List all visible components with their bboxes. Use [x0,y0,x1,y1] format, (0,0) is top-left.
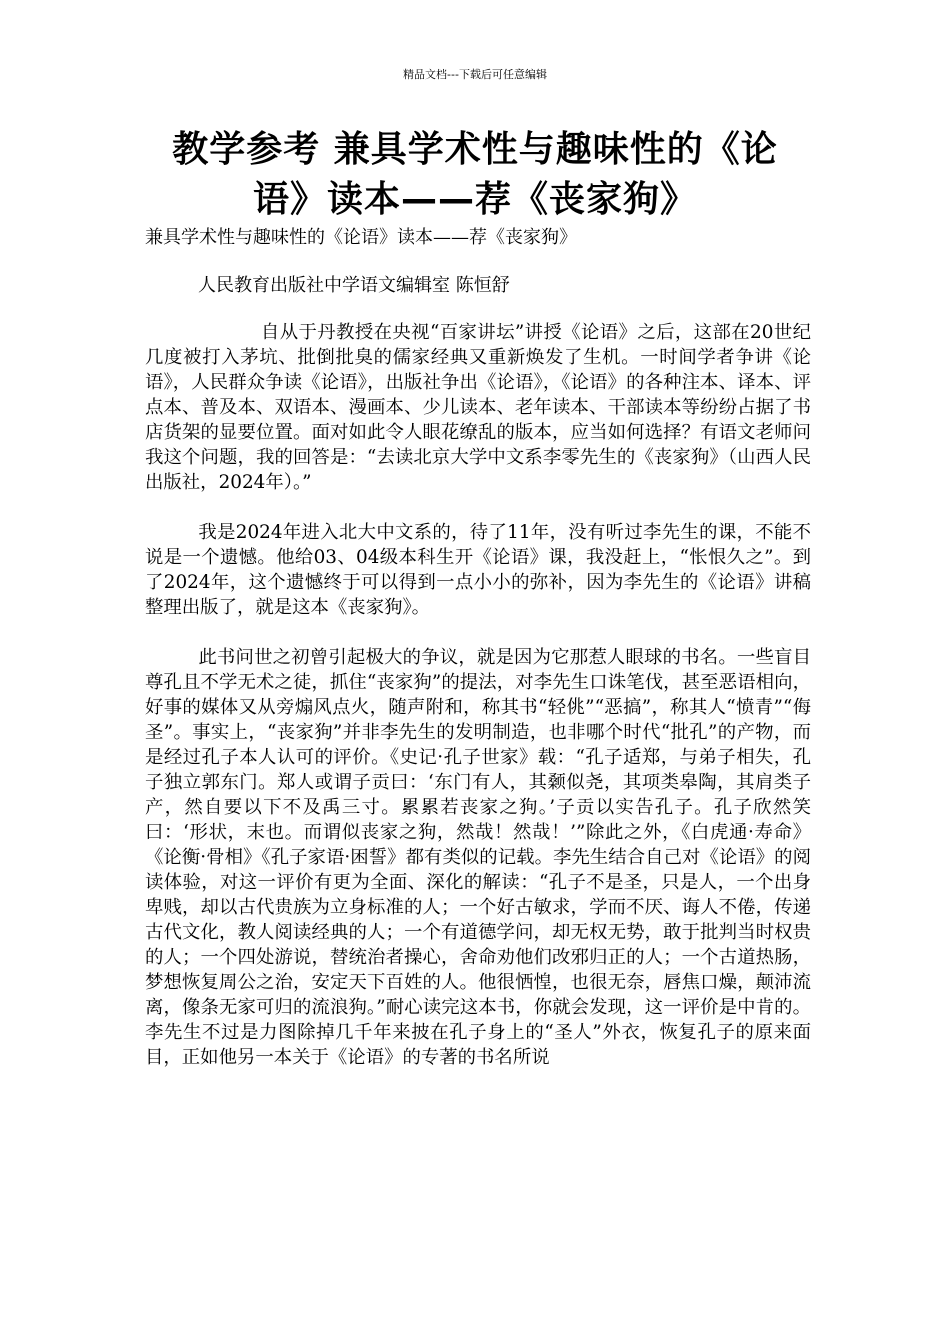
author-line: 人民教育出版社中学语文编辑室 陈恒舒 [198,275,510,296]
paragraph: 自从于丹教授在央视“百家讲坛”讲授《论语》之后，这部在20世纪几度被打入茅坑、批倒批臭的儒家经典又重新焕发了生机。一时间学者争讲《论语》，人民群众争读《论语》，出版社争出《论语》，《论语》的各种注本、译本、评点本、普及本、双语本、漫画本、少儿读本、老年读本、干部读本等纷纷占据了书店货架的显要位置。面对如此令人眼花缭乱的版本，应当如何选择？有语文老师问我这个问题，我的回答是：“去读北京大学中文系李零先生的《丧家狗》（山西人民出版社，2024年）。” [145,322,811,493]
document-subtitle: 兼具学术性与趣味性的《论语》读本——荐《丧家狗》 [145,227,577,248]
document-title: 教学参考 兼具学术性与趣味性的《论语》读本——荐《丧家狗》 [172,129,778,220]
paragraph: 我是2024年进入北大中文系的，待了11年，没有听过李先生的课，不能不说是一个遗憾。他给03、04级本科生开《论语》课，我没赶上，“怅恨久之”。到了2024年，这个遗憾终于可以得到一点小小的弥补，因为李先生的《论语》讲稿整理出版了，就是这本《丧家狗》。 [145,522,811,618]
header-note: 精品文档---下载后可任意编辑 [403,68,547,81]
paragraph: 此书问世之初曾引起极大的争议，就是因为它那惹人眼球的书名。一些盲目尊孔且不学无术之徒，抓住“丧家狗”的提法，对李先生口诛笔伐，甚至恶语相向，好事的媒体又从旁煽风点火，随声附和，称其书“轻佻”“恶搞”，称其人“愤青”“侮圣”。事实上，“丧家狗”并非李先生的发明制造，也非哪个时代“批孔”的产物，而是经过孔子本人认可的评价。《史记·孔子世家》载：“孔子适郑，与弟子相失，孔子独立郭东门。郑人或谓子贡曰：‘东门有人，其颡似尧，其项类皋陶，其肩类子产，然自要以下不及禹三寸。累累若丧家之狗。’子贡以实告孔子。孔子欣然笑曰：‘形状，末也。而谓似丧家之狗，然哉！然哉！’”除此之外，《白虎通·寿命》《论衡·骨相》《孔子家语·困誓》都有类似的记载。李先生结合自己对《论语》的阅读体验，对这一评价有更为全面、深化的解读：“孔子不是圣，只是人，一个出身卑贱，却以古代贵族为立身标准的人；一个好古敏求，学而不厌、诲人不倦，传递古代文化，教人阅读经典的人；一个有道德学问，却无权无势，敢于批判当时权贵的人；一个四处游说，替统治者操心，舍命劝他们改邪归正的人；一个古道热肠，梦想恢复周公之治，安定天下百姓的人。他很恓惶，也很无奈，唇焦口燥，颠沛流离，像条无家可归的流浪狗。”耐心读完这本书，你就会发现，这一评价是中肯的。李先生不过是力图除掉几千年来披在孔子身上的“圣人”外衣，恢复孔子的原来面目，正如他另一本关于《论语》的专著的书名所说 [145,647,811,1068]
article-body [145,320,811,1095]
